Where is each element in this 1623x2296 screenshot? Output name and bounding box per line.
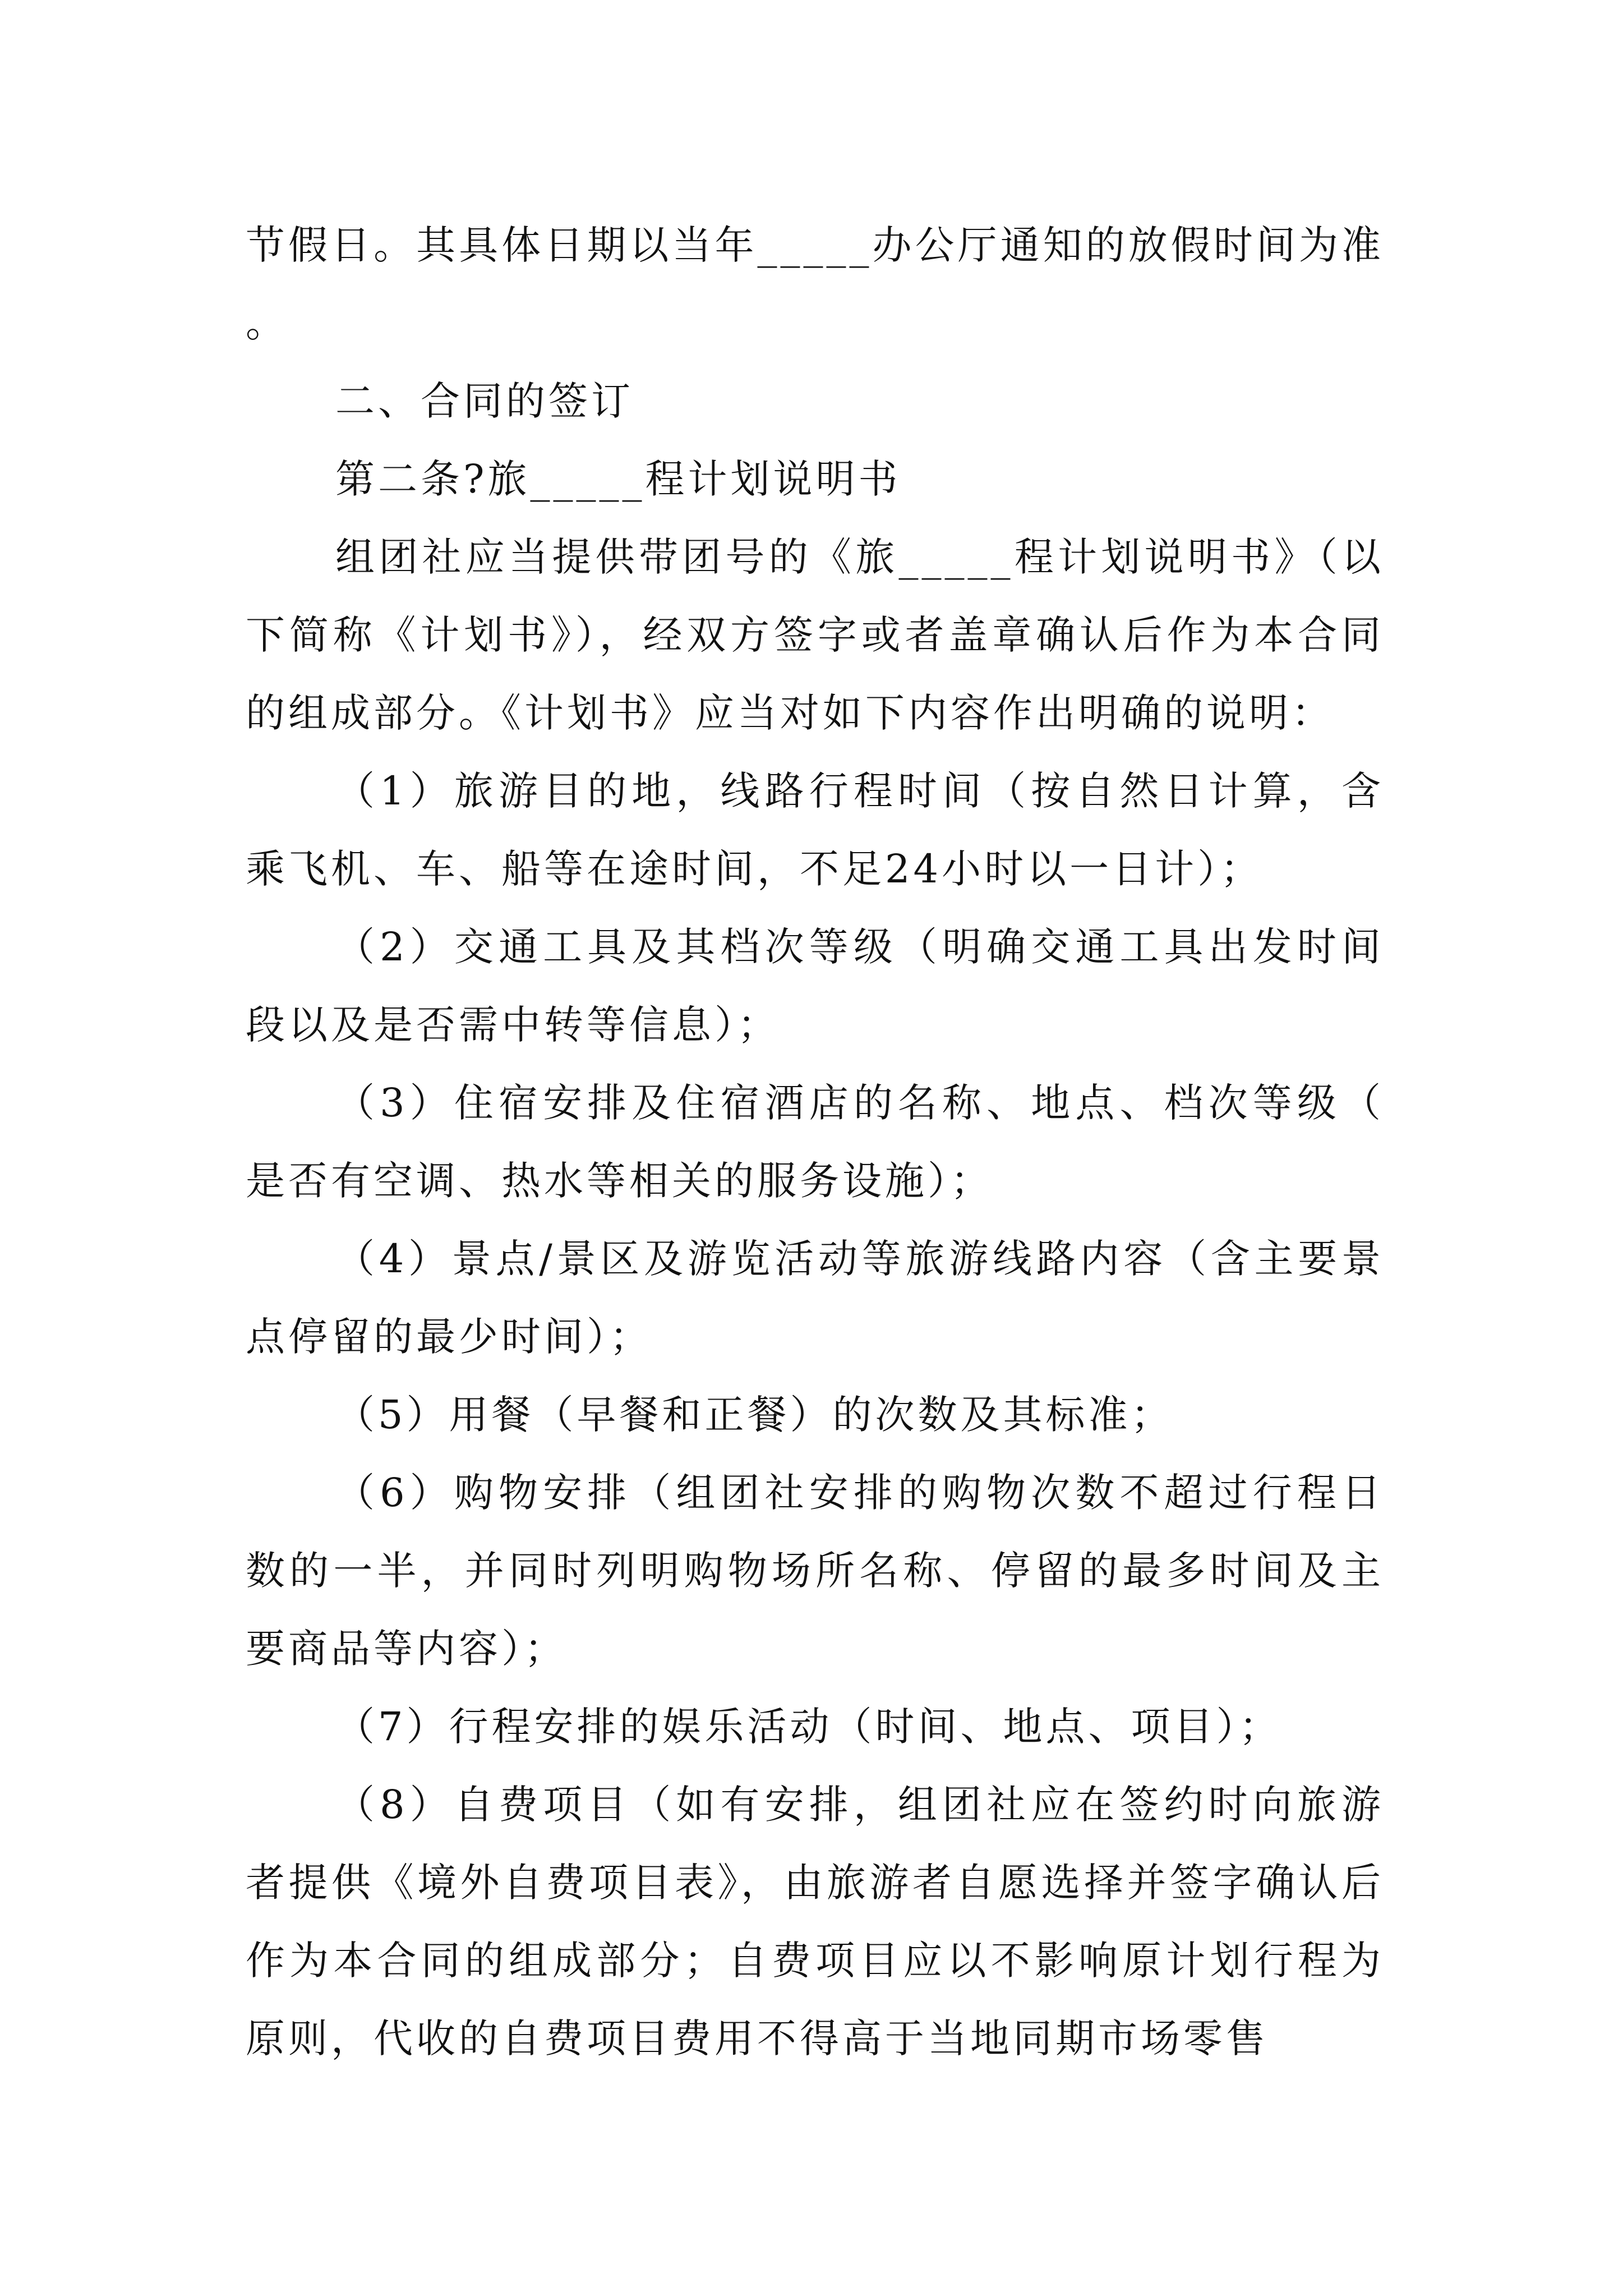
section-heading-contract-signing: 二、合同的签订 <box>335 378 634 424</box>
paragraph-holiday-date: 节假日。其具体日期以当年_____办公厅通知的放假时间为准。 <box>246 222 1384 346</box>
paragraph-plan-requirement: 组团社应当提供带团号的《旅_____程计划说明书》（以下简称《计划书》），经双方签字或者盖章确认后作为本合同的组成部分。《计划书》应当对如下内容作出明确的说明： <box>246 534 1384 736</box>
list-item-entertainment: （7）行程安排的娱乐活动（时间、地点、项目）； <box>335 1704 1282 1750</box>
list-item-shopping: （6）购物安排（组团社安排的购物次数不超过行程日数的一半，并同时列明购物场所名称、停留的最多时间及主要商品等内容）； <box>246 1470 1384 1672</box>
list-item-attractions: （4）景点/景区及游览活动等旅游线路内容（含主要景点停留的最少时间）； <box>246 1236 1384 1360</box>
list-item-meals: （5）用餐（早餐和正餐）的次数及其标准； <box>335 1392 1174 1438</box>
article-heading-itinerary-plan: 第二条?旅_____程计划说明书 <box>335 456 901 502</box>
list-item-transport: （2）交通工具及其档次等级（明确交通工具出发时间段以及是否需中转等信息）； <box>246 924 1384 1048</box>
list-item-destination: （1）旅游目的地，线路行程时间（按自然日计算，含乘飞机、车、船等在途时间，不足24小时以一日计）； <box>246 768 1384 892</box>
document-body <box>246 206 1384 2078</box>
list-item-optional-activities: （8）自费项目（如有安排，组团社应在签约时向旅游者提供《境外自费项目表》，由旅游者自愿选择并签字确认后作为本合同的组成部分；自费项目应以不影响原计划行程为原则，代收的自费项目费用不得高于当地同期市场零售 <box>246 1782 1384 2062</box>
list-item-accommodation: （3）住宿安排及住宿酒店的名称、地点、档次等级（是否有空调、热水等相关的服务设施）； <box>246 1080 1384 1204</box>
